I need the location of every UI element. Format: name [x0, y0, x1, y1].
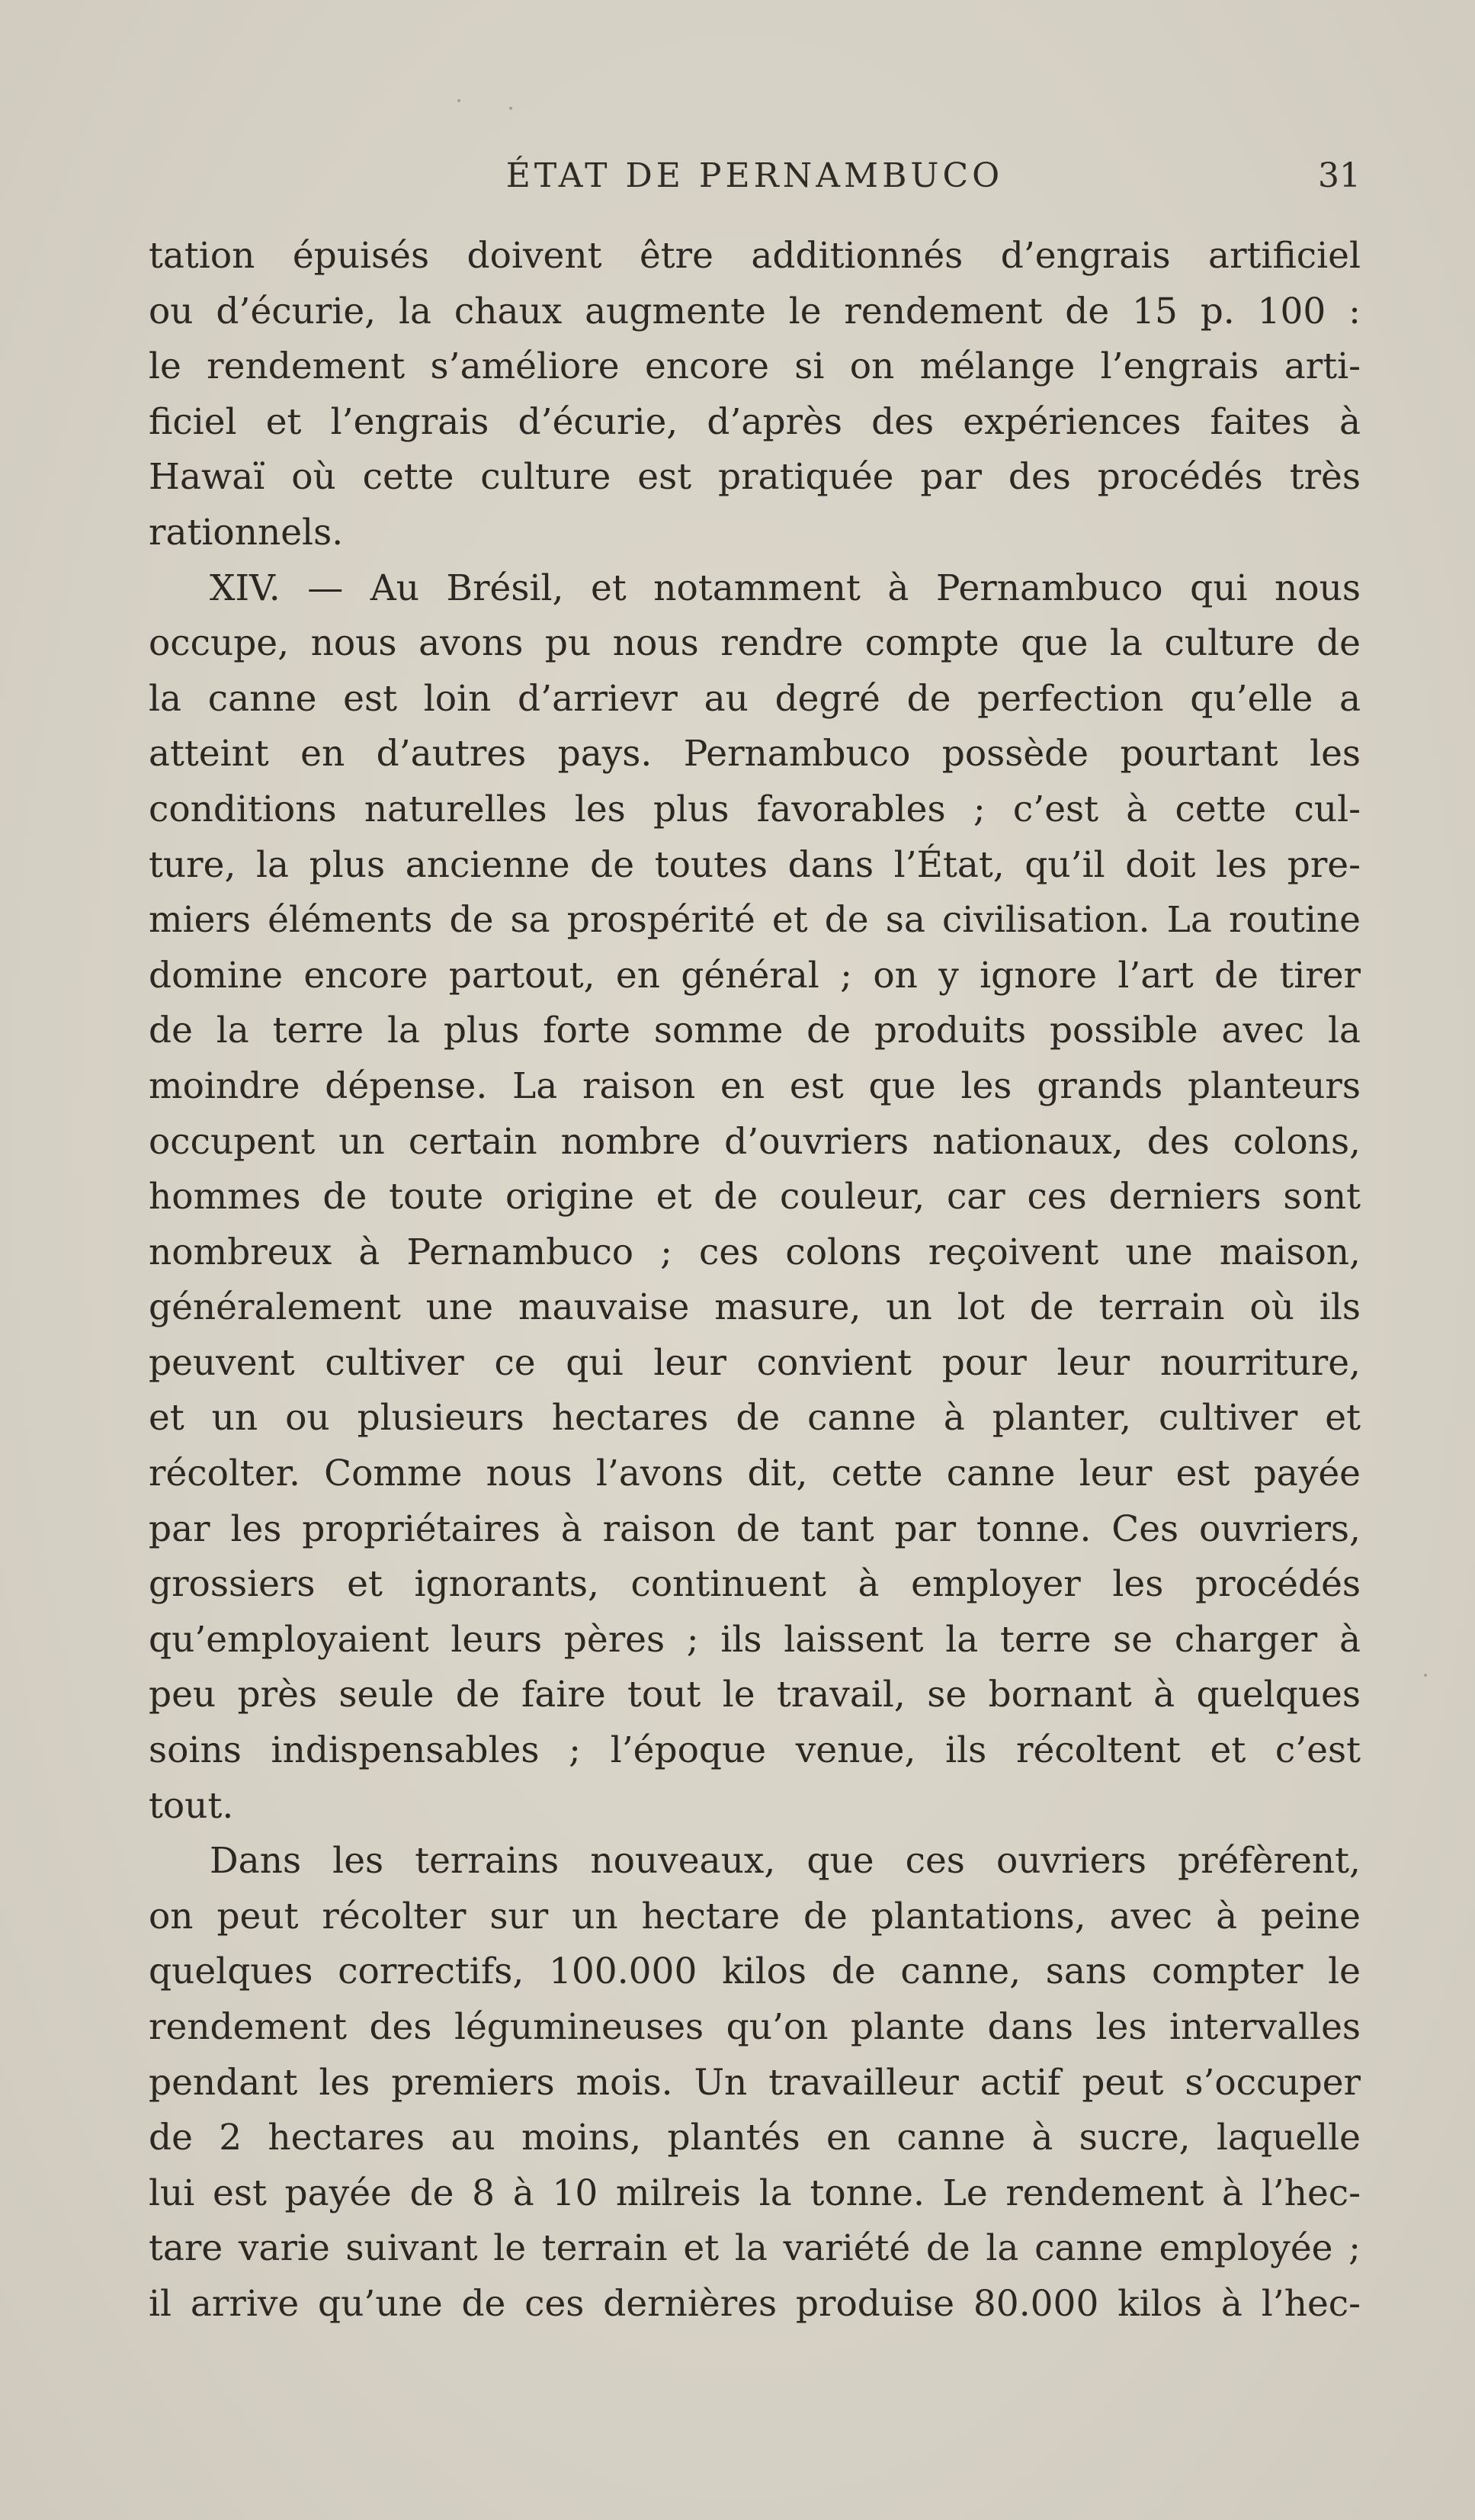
- section-heading-line: XIV. — Au Brésil, et notamment à Pernambuco qui nous: [210, 567, 1361, 609]
- text-line: tation épuisés doivent être additionnés d’engrais artificiel: [149, 235, 1361, 277]
- text-line: domine encore partout, en général ; on y ignore l’art de tirer: [149, 954, 1361, 997]
- text-line: occupe, nous avons pu nous rendre compte que la culture de: [149, 622, 1361, 665]
- text-line: nombreux à Pernambuco ; ces colons reçoivent une maison,: [149, 1231, 1361, 1273]
- text-line: il arrive qu’une de ces dernières produise 80.000 kilos à l’hec-: [149, 2282, 1361, 2325]
- text-line: conditions naturelles les plus favorables ; c’est à cette cul-: [149, 788, 1361, 830]
- text-line: généralement une mauvaise masure, un lot de terrain où ils: [149, 1286, 1361, 1329]
- text-line: lui est payée de 8 à 10 milreis la tonne. Le rendement à l’hec-: [149, 2172, 1361, 2214]
- text-line: peu près seule de faire tout le travail, se bornant à quelques: [149, 1674, 1361, 1716]
- text-line: qu’employaient leurs pères ; ils laissent la terre se charger à: [149, 1618, 1361, 1661]
- text-line: hommes de toute origine et de couleur, car ces derniers sont: [149, 1176, 1361, 1218]
- text-line: Hawaï où cette culture est pratiquée par des procédés très: [149, 456, 1361, 499]
- text-line: occupent un certain nombre d’ouvriers nationaux, des colons,: [149, 1120, 1361, 1163]
- text-line: ou d’écurie, la chaux augmente le rendement de 15 p. 100 :: [149, 290, 1361, 332]
- text-line: de la terre la plus forte somme de produits possible avec la: [149, 1010, 1361, 1052]
- text-line: tout.: [149, 1784, 234, 1827]
- paper-speck: [1424, 1674, 1427, 1677]
- text-line: ficiel et l’engrais d’écurie, d’après des expériences faites à: [149, 400, 1361, 443]
- running-header: [149, 156, 1361, 202]
- paragraph-start-line: Dans les terrains nouveaux, que ces ouvriers préfèrent,: [210, 1840, 1361, 1883]
- text-line: on peut récolter sur un hectare de plantations, avec à peine: [149, 1895, 1361, 1937]
- running-title: ÉTAT DE PERNAMBUCO: [505, 156, 1004, 195]
- body-text: [149, 229, 1361, 2332]
- text-line: récolter. Comme nous l’avons dit, cette canne leur est payée: [149, 1453, 1361, 1495]
- text-line: et un ou plusieurs hectares de canne à planter, cultiver et: [149, 1397, 1361, 1440]
- text-line: atteint en d’autres pays. Pernambuco possède pourtant les: [149, 733, 1361, 775]
- text-line: pendant les premiers mois. Un travailleur actif peut s’occuper: [149, 2061, 1361, 2104]
- text-line: peuvent cultiver ce qui leur convient pour leur nourriture,: [149, 1341, 1361, 1384]
- page-number: 31: [1318, 156, 1361, 195]
- text-line: miers éléments de sa prospérité et de sa civilisation. La routine: [149, 899, 1361, 942]
- text-line: le rendement s’améliore encore si on mélange l’engrais arti-: [149, 345, 1361, 388]
- text-line: par les propriétaires à raison de tant par tonne. Ces ouvriers,: [149, 1507, 1361, 1550]
- paper-speck: [509, 107, 512, 110]
- text-line: rationnels.: [149, 511, 344, 554]
- text-line: grossiers et ignorants, continuent à employer les procédés: [149, 1563, 1361, 1606]
- text-line: rendement des légumineuses qu’on plante dans les intervalles: [149, 2006, 1361, 2048]
- text-line: moindre dépense. La raison en est que les grands planteurs: [149, 1064, 1361, 1107]
- text-line: tare varie suivant le terrain et la variété de la canne employée ;: [149, 2227, 1361, 2270]
- text-line: ture, la plus ancienne de toutes dans l’État, qu’il doit les pre-: [149, 843, 1361, 886]
- text-line: la canne est loin d’arrievr au degré de perfection qu’elle a: [149, 677, 1361, 720]
- text-line: quelques correctifs, 100.000 kilos de canne, sans compter le: [149, 1950, 1361, 1993]
- text-line: soins indispensables ; l’époque venue, ils récoltent et c’est: [149, 1729, 1361, 1772]
- paper-speck: [457, 99, 460, 102]
- text-line: de 2 hectares au moins, plantés en canne à sucre, laquelle: [149, 2117, 1361, 2159]
